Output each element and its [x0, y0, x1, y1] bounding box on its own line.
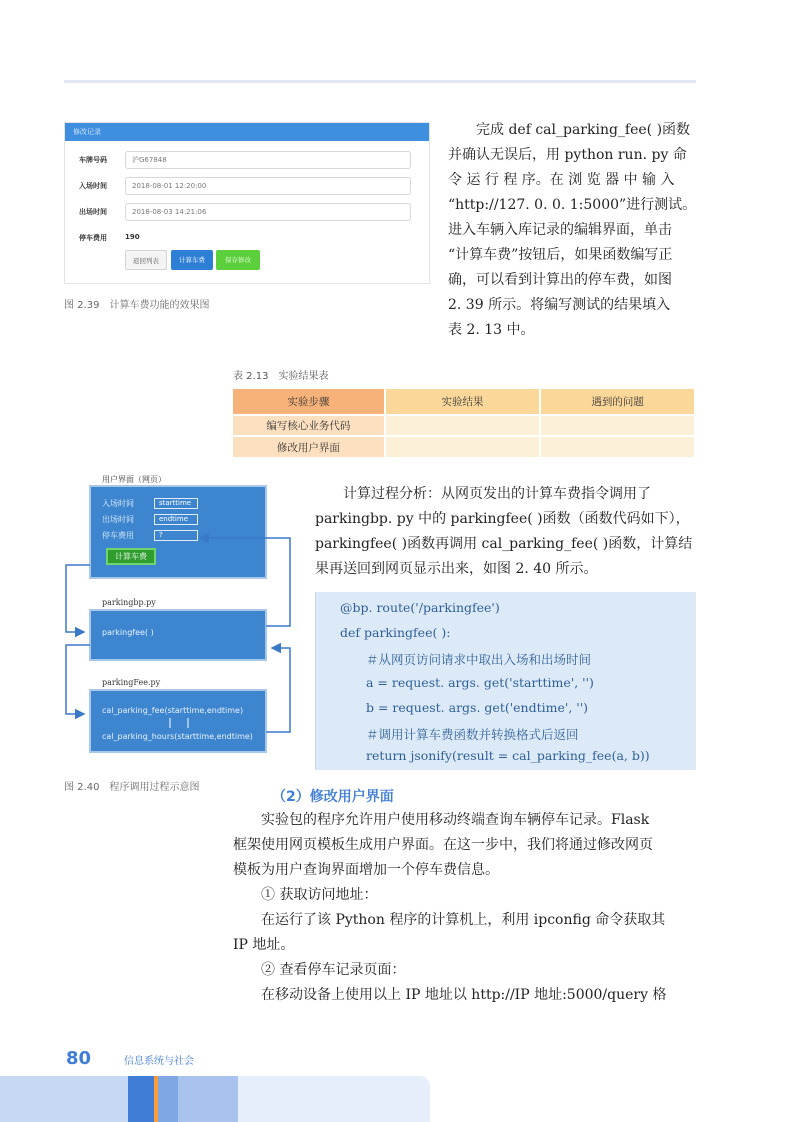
function-label: parkingfee( )	[102, 628, 154, 637]
text-line: ② 查看停车记录页面：	[261, 962, 406, 978]
text-line: 在移动设备上使用以上 IP 地址以 http://IP 地址:5000/query 格	[261, 987, 667, 1003]
text-line: “http://127. 0. 0. 1:5000”进行测试。	[448, 197, 697, 213]
module-title: parkingFee.py	[102, 678, 161, 687]
table-cell	[385, 436, 541, 457]
fee-value: 190	[125, 233, 140, 241]
table-header: 实验步骤	[233, 389, 385, 415]
text-line: parkingfee( )函数再调用 cal_parking_fee( )函数，计算结	[315, 536, 693, 552]
fee-label: 停车费用	[102, 531, 134, 540]
table-header: 遇到的问题	[540, 389, 695, 415]
footer-bar	[0, 1076, 128, 1122]
calc-fee-button: 计算车费	[171, 250, 213, 270]
table-caption: 表 2.13 实验结果表	[233, 371, 329, 382]
arrow-ui-to-bp	[66, 565, 90, 632]
footer-bar	[178, 1076, 238, 1122]
text-line: 进入车辆入库记录的编辑界面，单击	[448, 222, 672, 238]
calc-fee-button: 计算车费	[106, 548, 156, 565]
starttime-field: starttime	[154, 498, 198, 509]
text-line: 计算过程分析：从网页发出的计算车费指令调用了	[343, 486, 651, 502]
code-comment: ＃从网页访问请求中取出入场和出场时间	[366, 652, 592, 667]
entry-time-input: 2018-08-01 12:20:00	[125, 177, 411, 195]
code-line: a = request. args. get('starttime', '')	[366, 675, 594, 690]
module-title: parkingbp.py	[102, 598, 156, 607]
field-row	[65, 203, 429, 223]
body-paragraph	[233, 808, 696, 1008]
field-label: 车牌号码	[79, 156, 107, 164]
field-label: 出场时间	[79, 208, 107, 216]
field-row	[65, 151, 429, 171]
exit-label: 出场时间	[102, 515, 134, 524]
code-line: b = request. args. get('endtime', '')	[366, 700, 589, 715]
text-line: 并确认无误后，用 python run. py 命	[448, 147, 687, 163]
table-cell	[540, 436, 695, 457]
text-line: 实验包的程序允许用户使用移动终端查询车辆停车记录。Flask	[261, 812, 650, 828]
analysis-paragraph	[315, 482, 696, 582]
table-cell: 修改用户界面	[233, 436, 385, 457]
section-title: （2）修改用户界面	[272, 789, 394, 805]
text-line: IP 地址。	[233, 937, 295, 953]
page-number: 80	[66, 1048, 92, 1069]
function-label: cal_parking_hours(starttime,endtime)	[102, 732, 253, 741]
parkingfee-box	[90, 690, 266, 752]
footer-bar	[238, 1076, 430, 1122]
footer-bar	[158, 1076, 178, 1122]
text-line: 模板为用户查询界面增加一个停车费信息。	[233, 862, 499, 878]
code-block	[315, 592, 696, 770]
code-line: @bp. route('/parkingfee')	[340, 600, 500, 615]
text-line: “计算车费”按钮后，如果函数编写正	[448, 247, 673, 263]
text-line: 果再送回到网页显示出来，如图 2. 40 所示。	[315, 561, 598, 577]
entry-label: 入场时间	[102, 499, 134, 508]
arrow-fee-to-bp	[266, 648, 290, 732]
calc-fee-screenshot	[64, 122, 430, 284]
footer-bar	[128, 1076, 154, 1122]
table-header: 实验结果	[385, 389, 541, 415]
save-changes-button: 保存修改	[216, 250, 260, 270]
endtime-field: endtime	[154, 514, 198, 525]
table-cell	[385, 415, 541, 436]
text-line: 框架使用网页模板生成用户界面。在这一步中，我们将通过修改网页	[233, 837, 653, 853]
field-row	[65, 177, 429, 197]
screenshot-header: 修改记录	[65, 123, 429, 141]
table-cell: 编写核心业务代码	[233, 415, 385, 436]
code-comment: ＃调用计算车费函数并转换格式后返回	[366, 727, 579, 742]
back-to-list-button: 返回列表	[125, 250, 167, 270]
text-line: ① 获取访问地址：	[261, 887, 378, 903]
function-label: cal_parking_fee(starttime,endtime)	[102, 706, 244, 715]
figure-caption: 图 2.40 程序调用过程示意图	[64, 782, 200, 793]
table-row	[233, 415, 695, 436]
exit-time-input: 2018-08-03 14:21:06	[125, 203, 411, 221]
code-line: return jsonify(result = cal_parking_fee(a, b))	[366, 748, 650, 763]
text-line: 确，可以看到计算出的停车费，如图	[448, 272, 672, 288]
book-title: 信息系统与社会	[124, 1056, 194, 1067]
table-header-row	[233, 389, 695, 415]
text-line: 表 2. 13 中。	[448, 322, 535, 338]
arrow-bp-to-fee	[66, 645, 90, 714]
plate-input: 沪G67848	[125, 151, 411, 169]
text-line: 2. 39 所示。将编写测试的结果填入	[448, 297, 671, 313]
fee-field: ?	[154, 530, 198, 541]
table-cell	[540, 415, 695, 436]
result-table	[233, 389, 696, 457]
fee-label: 停车费用	[79, 234, 107, 242]
intro-paragraph	[448, 118, 698, 343]
fee-row	[65, 229, 429, 249]
text-line: 在运行了该 Python 程序的计算机上，利用 ipconfig 命令获取其	[261, 912, 666, 928]
figure-caption: 图 2.39 计算车费功能的效果图	[64, 300, 210, 311]
table-row	[233, 436, 695, 457]
text-line: 完成 def cal_parking_fee( )函数	[476, 122, 691, 138]
field-label: 入场时间	[79, 182, 107, 190]
ui-title: 用户界面（网页）	[102, 475, 166, 484]
code-line: def parkingfee( ):	[340, 625, 451, 640]
call-flow-diagram	[62, 470, 302, 770]
top-rule	[64, 80, 696, 83]
text-line: parkingbp. py 中的 parkingfee( )函数（函数代码如下），	[315, 511, 690, 527]
text-line: 令 运 行 程 序。在 浏 览 器 中 输 入	[448, 172, 675, 188]
